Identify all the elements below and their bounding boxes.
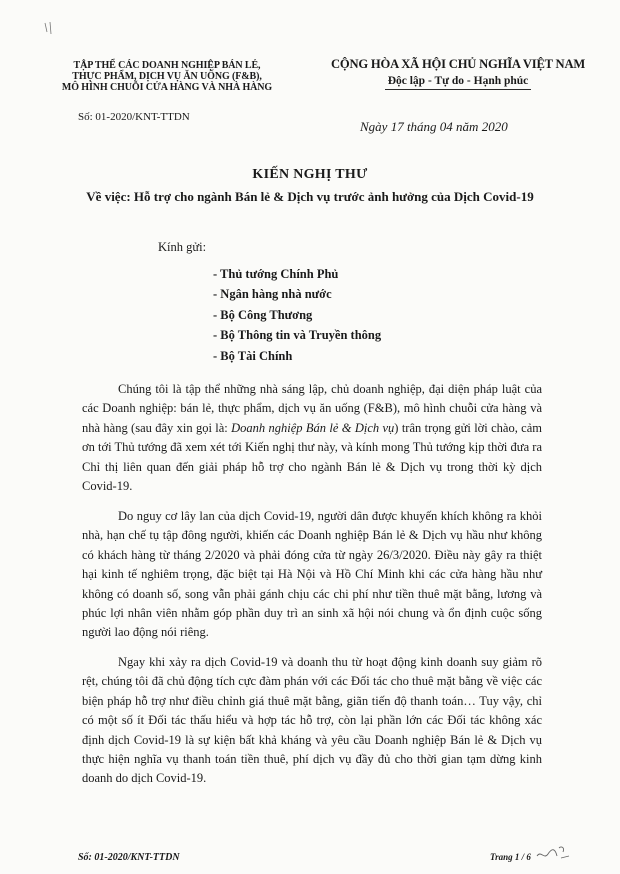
paragraph-1 — [82, 380, 542, 496]
pen-mark-icon — [42, 20, 58, 38]
paragraph-2 — [82, 507, 542, 643]
recipient-item: - Bộ Thông tin và Truyền thông — [213, 328, 382, 343]
national-header — [318, 57, 598, 90]
document-number: Số: 01-2020/KNT-TTDN — [78, 111, 190, 123]
paragraph-1-text-end: ) trân trọng gửi lời chào, cảm ơn tới Thủ tướng đã xem xét tới Kiến nghị thư này, và kính mong Thủ tướng kịp thời đưa ra Chỉ thị liên quan đến giải pháp hỗ trợ cho ngành Bán lẻ & Dịch vụ trong thời kỳ dịch Covid-19. — [82, 420, 542, 494]
recipient-list — [213, 264, 381, 366]
recipient-item: - Bộ Tài Chính — [213, 348, 293, 363]
paragraph-1-emphasis: Doanh nghiệp Bán lẻ & Dịch vụ — [231, 420, 395, 435]
org-line: MÔ HÌNH CHUỖI CỬA HÀNG VÀ NHÀ HÀNG — [61, 82, 273, 93]
recipient-item: - Bộ Công Thương — [213, 307, 313, 322]
footer-page-number: Trang 1 / 6 — [490, 852, 531, 862]
greeting: Kính gửi: — [158, 240, 207, 254]
recipient-item: - Thủ tướng Chính Phủ — [213, 267, 339, 281]
paragraph-2-text: Do nguy cơ lây lan của dịch Covid-19, người dân được khuyến khích không ra khỏi nhà, hạn chế tụ tập đông người, khiến các Doanh nghiệp Bán lẻ & Dịch vụ hầu như không có khách hàng từ tháng 2/2020 và phải đóng cửa từ ngày 26/3/2020. Điều này gây ra thiệt hại kinh tế nghiêm trọng, đặc biệt tại Hà Nội và Hồ Chí Minh khi các cửa hàng hầu như không có doanh số, song vẫn phải gánh chịu các chi phí như tiền thuê mặt bằng, lương và phúc lợi nhân viên nhằm góp phần duy trì an sinh xã hội nói chung và ổn định cuộc sống người lao động nói riêng. — [82, 509, 542, 640]
document-date: Ngày 17 tháng 04 năm 2020 — [360, 119, 508, 134]
paragraph-3-text: Ngay khi xảy ra dịch Covid-19 và doanh thu từ hoạt động kinh doanh suy giảm rõ rệt, chúng tôi đã chủ động tích cực đàm phán với các Đối tác cho thuê mặt bằng về việc các biện pháp hỗ trợ như điều chỉnh giá thuê mặt bằng, giãn tiến độ thanh toán… Tuy vậy, chỉ có một số ít Đối tác thấu hiểu và hợp tác hỗ trợ, còn lại phần lớn các Đối tác không xác định dịch Covid-19 là sự kiện bất khả kháng và yêu cầu Doanh nghiệp Bán lẻ & Dịch vụ thực hiện nghĩa vụ thanh toán tiền thuê, phí dịch vụ đầy đủ cho thời gian tạm dừng kinh doanh do dịch Covid-19. — [82, 655, 542, 786]
document-subject: Về việc: Hỗ trợ cho ngành Bán lẻ & Dịch vụ trước ảnh hưởng của Dịch Covid-19 — [86, 189, 534, 204]
recipient-item: - Ngân hàng nhà nước — [213, 287, 332, 302]
document-title: KIẾN NGHỊ THƯ — [252, 167, 368, 182]
footer-document-number: Số: 01-2020/KNT-TTDN — [78, 852, 180, 863]
nation-title: CỘNG HÒA XÃ HỘI CHỦ NGHĨA VIỆT NAM — [330, 57, 586, 71]
org-line: TẬP THỂ CÁC DOANH NGHIỆP BÁN LẺ, — [73, 60, 261, 71]
motto-underline — [385, 89, 531, 90]
organization-name — [48, 60, 286, 93]
paragraph-3 — [82, 653, 542, 789]
motto: Độc lập - Tự do - Hạnh phúc — [387, 75, 529, 87]
paragraph-1-text: Chúng tôi là tập thể những nhà sáng lập, chủ doanh nghiệp, đại diện pháp luật của các Doanh nghiệp: bán lẻ, thực phẩm, dịch vụ ăn uống (F&B), mô hình chuỗi cửa hàng và nhà hàng (sau đây xin gọi là: — [82, 382, 542, 435]
org-line: THỰC PHẨM, DỊCH VỤ ĂN UỐNG (F&B), — [72, 71, 262, 82]
initial-signature-icon — [535, 842, 571, 864]
